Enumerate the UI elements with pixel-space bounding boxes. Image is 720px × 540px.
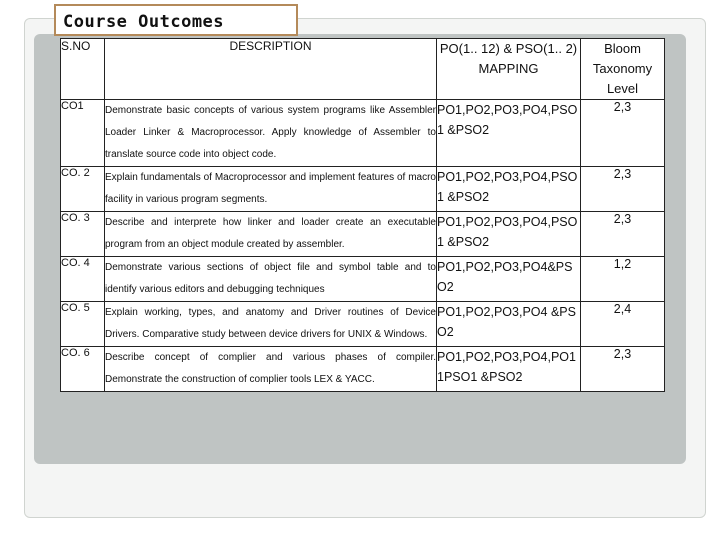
row-code: CO. 6 [61,347,105,392]
row-mapping: PO1,PO2,PO3,PO4 &PSO2 [437,302,581,347]
slide-title: Course Outcomes [63,12,225,32]
row-code: CO. 2 [61,167,105,212]
row-description: Describe and interprete how linker and loader create an executable program from an object module created by assembler. [105,212,437,257]
row-bloom: 2,3 [581,212,665,257]
header-mapping-line2: MAPPING [478,61,539,76]
slide-title-box [54,4,298,36]
row-code: CO. 5 [61,302,105,347]
row-mapping: PO1,PO2,PO3,PO4,PSO1 &PSO2 [437,100,581,167]
row-bloom: 2,3 [581,167,665,212]
table-row [61,167,665,212]
header-mapping-line1: PO(1.. 12) & PSO(1.. 2) [439,41,578,56]
table-row [61,212,665,257]
header-bloom [581,39,665,100]
header-description: DESCRIPTION [105,39,437,100]
row-mapping: PO1,PO2,PO3,PO4,PSO1 &PSO2 [437,167,581,212]
table-header-row [61,39,665,100]
table-row [61,100,665,167]
row-bloom: 1,2 [581,257,665,302]
header-mapping [437,39,581,100]
row-bloom: 2,4 [581,302,665,347]
table-row [61,257,665,302]
row-code: CO1 [61,100,105,167]
row-description: Demonstrate various sections of object file and symbol table and to identify various editors and debugging techniques [105,257,437,302]
row-code: CO. 3 [61,212,105,257]
header-sno: S.NO [61,39,105,100]
row-code: CO. 4 [61,257,105,302]
row-description: Describe concept of complier and various phases of compiler. Demonstrate the construction of complier tools LEX & YACC. [105,347,437,392]
header-bloom-line1: Bloom [604,41,641,56]
header-bloom-line3: Level [606,81,639,96]
row-mapping: PO1,PO2,PO3,PO4,PSO1 &PSO2 [437,212,581,257]
row-description: Explain working, types, and anatomy and Driver routines of Device Drivers. Comparative study between device drivers for UNIX & Windows. [105,302,437,347]
header-bloom-line2: Taxonomy [592,61,653,76]
row-description: Explain fundamentals of Macroprocessor and implement features of macro facility in various program segments. [105,167,437,212]
course-outcomes-table [60,38,665,392]
row-mapping: PO1,PO2,PO3,PO4&PSO2 [437,257,581,302]
table-row [61,347,665,392]
table-row [61,302,665,347]
row-bloom: 2,3 [581,347,665,392]
row-mapping: PO1,PO2,PO3,PO4,PO11PSO1 &PSO2 [437,347,581,392]
row-description: Demonstrate basic concepts of various system programs like Assembler Loader Linker & Macroprocessor. Apply knowledge of Assembler to translate source code into object code. [105,100,437,167]
row-bloom: 2,3 [581,100,665,167]
